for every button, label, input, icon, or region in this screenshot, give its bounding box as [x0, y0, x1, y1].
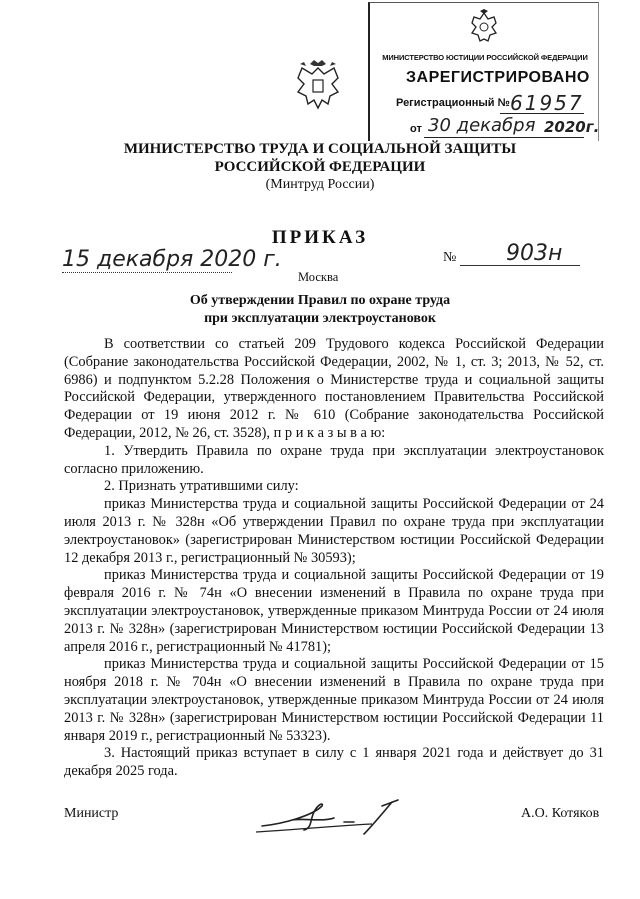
- stamp-reg-label: Регистрационный №: [396, 97, 510, 109]
- stamp-date-value: 30 декабря: [428, 115, 536, 136]
- order-title-line2: при эксплуатации электроустановок: [204, 311, 436, 326]
- stamp-year: 2020г.: [544, 118, 600, 136]
- document-type: ПРИКАЗ: [271, 227, 369, 248]
- ministry-short-name: (Минтруд России): [265, 177, 375, 192]
- paragraph-2-item-1: приказ Министерства труда и социальной защиты Российской Федерации от 24 июля 2013 г. № 328н «Об утверждении Правил по охране труда при эксплуатации электроустановок» (зарегистрирован Министерством юстиции Российской Федерации 12 декабря 2013 г., регистрационный № 30593);: [64, 496, 604, 566]
- stamp-date-label: от: [410, 123, 422, 135]
- number-label: №: [443, 250, 457, 265]
- city: Москва: [298, 270, 339, 284]
- signatory-name: А.О. Котяков: [521, 806, 600, 821]
- order-body: [64, 336, 604, 781]
- stamp-reg-number: 61957: [510, 91, 584, 115]
- paragraph-3: 3. Настоящий приказ вступает в силу с 1 января 2021 года и действует до 31 декабря 2025 года.: [64, 745, 604, 780]
- stamp-ministry-name: МИНИСТЕРСТВО ЮСТИЦИИ РОССИЙСКОЙ ФЕДЕРАЦИИ: [382, 53, 588, 62]
- ministry-name-line2: РОССИЙСКОЙ ФЕДЕРАЦИИ: [214, 159, 426, 175]
- stamp-emblem-icon: [466, 9, 502, 47]
- order-title-line1: Об утверждении Правил по охране труда: [189, 293, 451, 308]
- paragraph-2: 2. Признать утратившими силу:: [104, 478, 299, 495]
- paragraph-2-item-2: приказ Министерства труда и социальной защиты Российской Федерации от 19 февраля 2016 г. № 74н «О внесении изменений в Правила по охране труда при эксплуатации электроустановок, утвержденные приказом Минтруда России от 24 июля 2013 г. № 328н» (зарегистрирован Министерством юстиции Российской Федерации 13 апреля 2016 г., регистрационный № 41781);: [64, 567, 604, 655]
- signatory-position: Министр: [64, 806, 119, 821]
- registration-stamp: [368, 2, 599, 141]
- handwritten-signature: [252, 796, 412, 838]
- order-date: 15 декабря 2020 г.: [62, 247, 282, 272]
- order-number: 903н: [506, 241, 563, 266]
- stamp-title: ЗАРЕГИСТРИРОВАНО: [406, 69, 590, 86]
- paragraph-1: 1. Утвердить Правила по охране труда при эксплуатации электроустановок согласно приложению.: [64, 442, 604, 477]
- coat-of-arms-icon: [292, 58, 344, 114]
- ministry-name-line1: МИНИСТЕРСТВО ТРУДА И СОЦИАЛЬНОЙ ЗАЩИТЫ: [123, 141, 517, 157]
- paragraph-preamble: В соответствии со статьей 209 Трудового кодекса Российской Федерации (Собрание законодательства Российской Федерации, 2002, № 1, ст. 3; 2013, № 52, ст. 6986) и подпунктом 5.2.28 Положения о Министерстве труда и социальной защиты Российской Федерации, утвержденного постановлением Правительства Российской Федерации от 19 июня 2012 г. № 610 (Собрание законодательства Российской Федерации, 2012, № 26, ст. 3528), п р и к а з ы в а ю:: [64, 336, 604, 441]
- paragraph-2-item-3: приказ Министерства труда и социальной защиты Российской Федерации от 15 ноября 2018 г. № 704н «О внесении изменений в Правила по охране труда при эксплуатации электроустановок, утвержденные приказом Минтруда России от 24 июля 2013 г. № 328н» (зарегистрирован Министерством юстиции Российской Федерации 11 января 2019 г., регистрационный № 53323).: [64, 656, 604, 744]
